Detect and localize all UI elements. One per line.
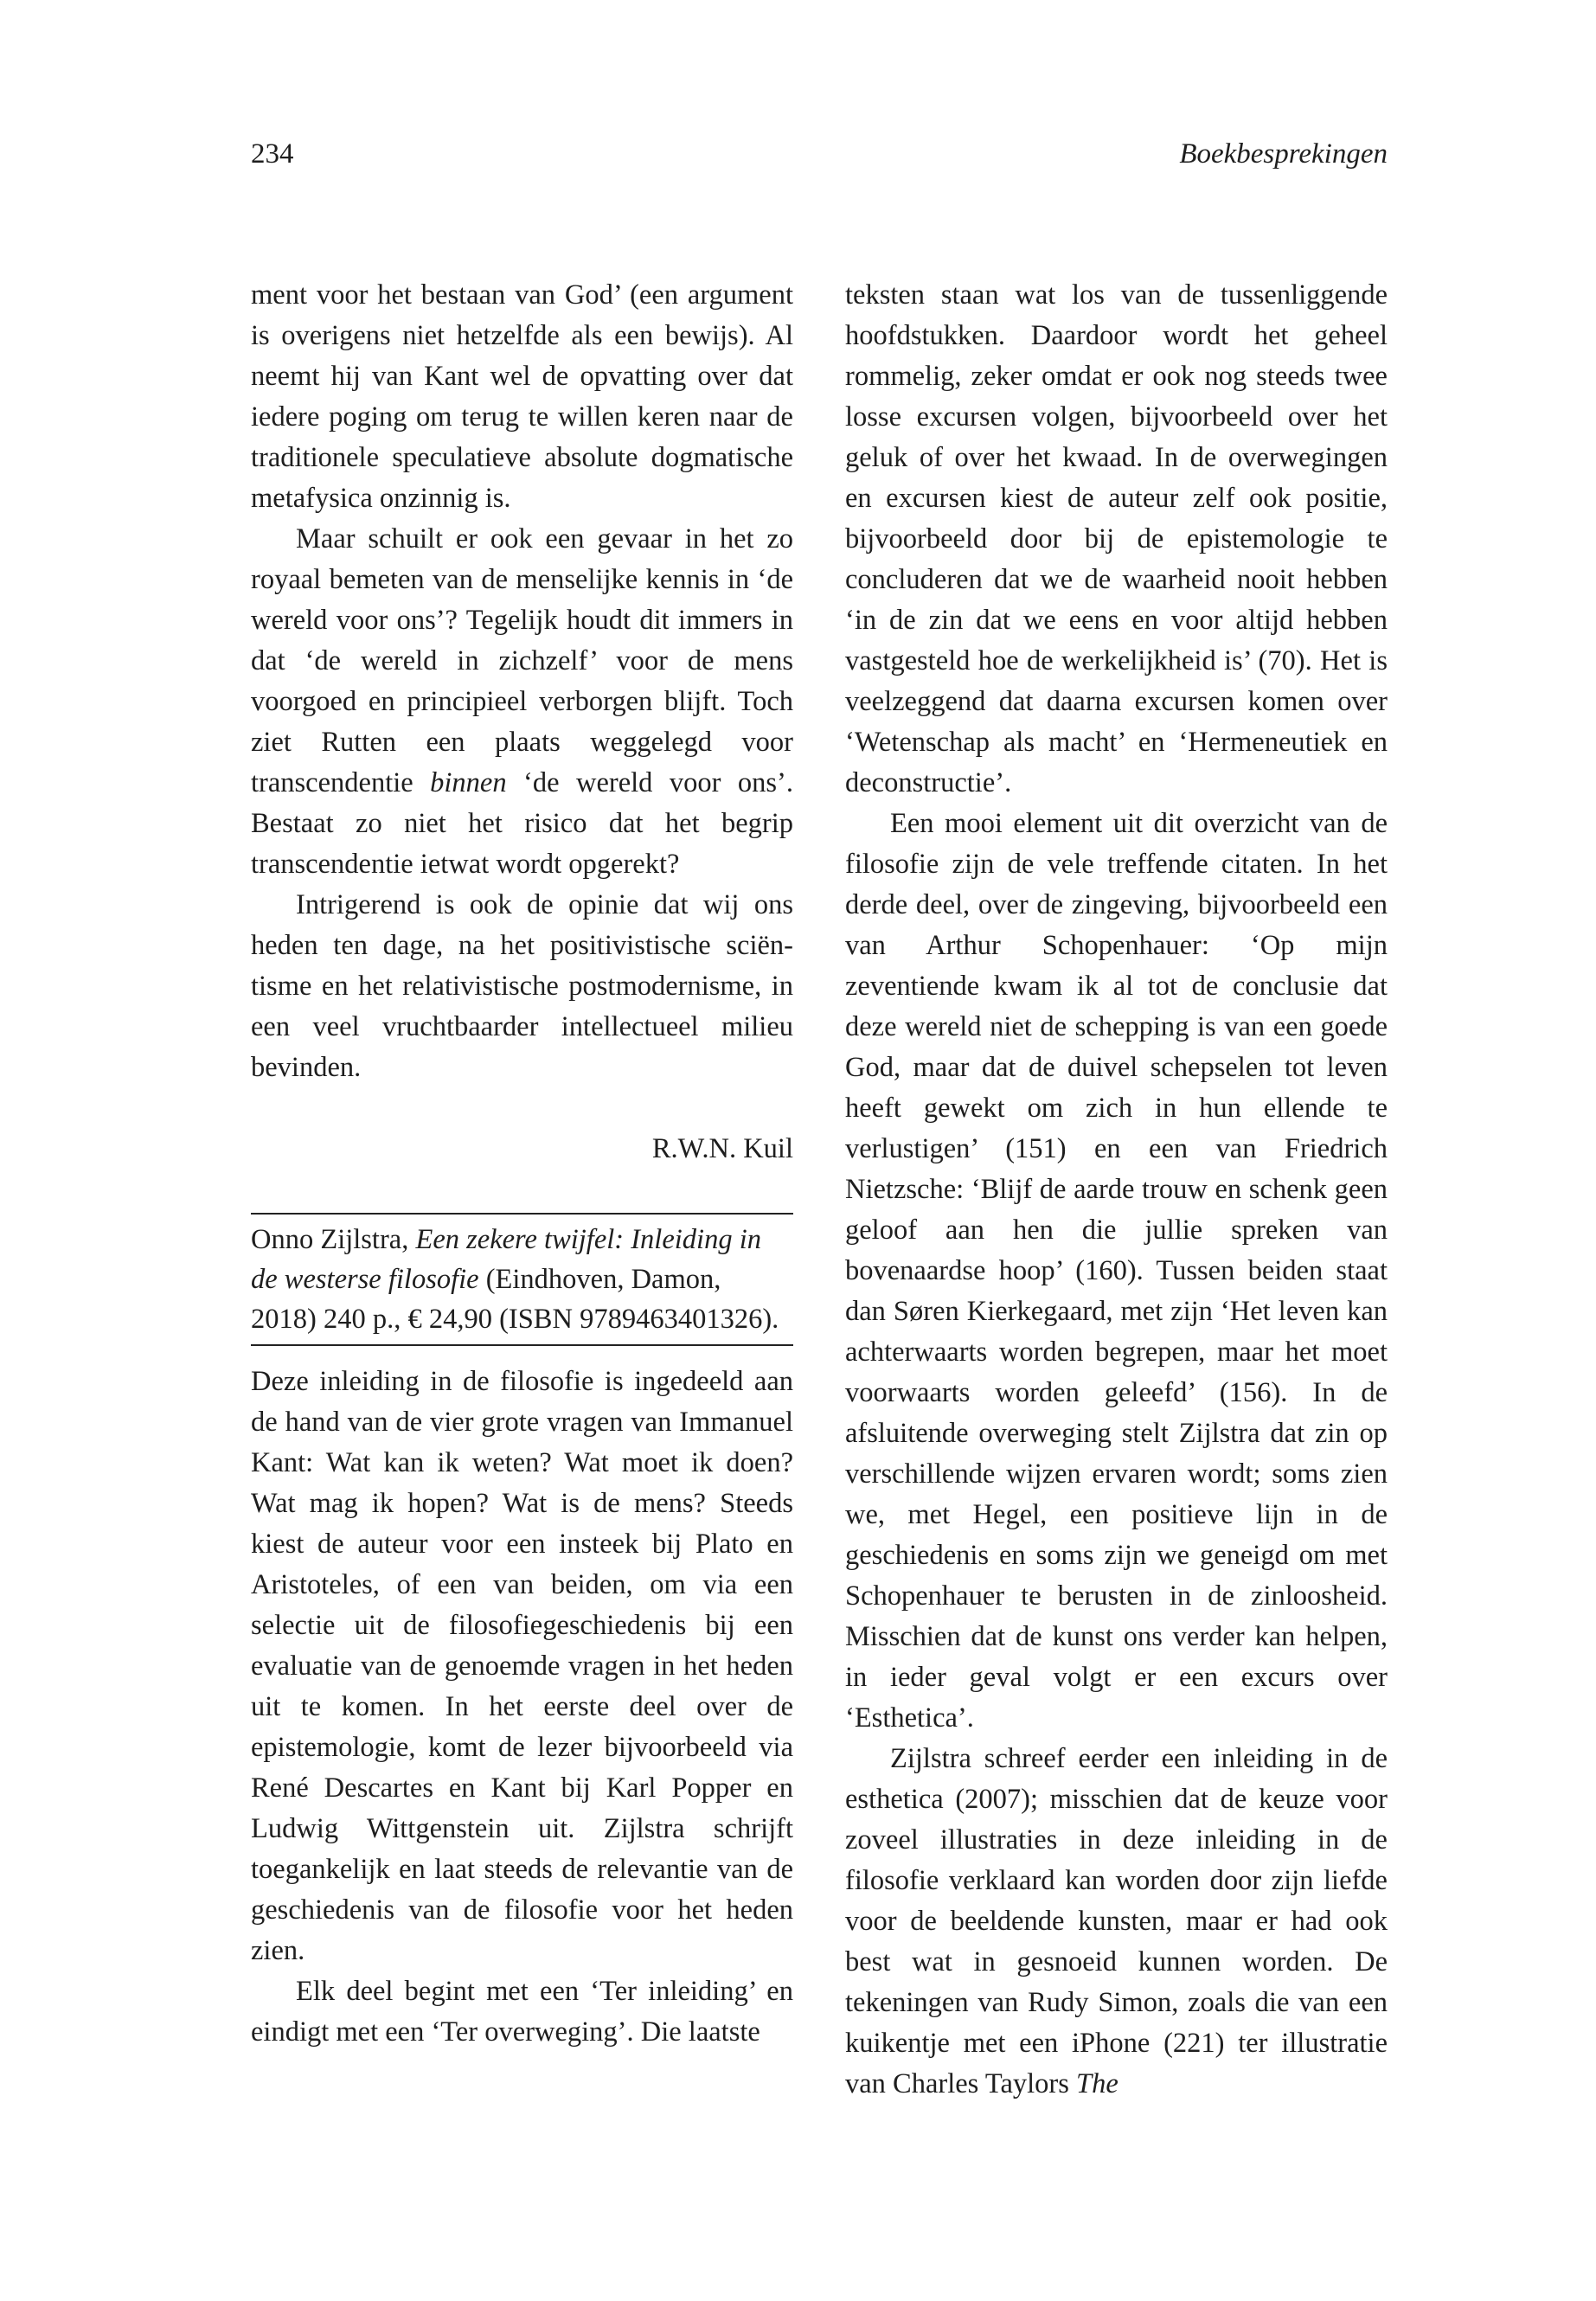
review-paragraph: Een mooi element uit dit overzicht van de filosofie zijn de vele treffende citaten. In het derde deel, over de zingeving, bijvoorbeeld een van Arthur Schopenhauer: ‘Op mijn zeventiende kwam ik al tot de conclusie dat deze wereld niet de schepping is van een goede God, maar dat de duivel schepselen tot leven heeft gewekt om zich in hun ellende te verlustigen’ (151) en een van Friedrich Nietzsche: ‘Blijf de aarde trouw en schenk geen geloof aan hen die jullie spreken van bovenaardse hoop’ (160). Tussen beiden staat dan Søren Kierkegaard, met zijn ‘Het leven kan achterwaarts worden begrepen, maar het moet voorwaarts worden geleefd’ (156). In de afsluitende overweging stelt Zijlstra dat zin op verschillende wijzen ervaren wordt; soms zien we, met Hegel, een positieve lijn in de geschiedenis en soms zijn we geneigd om met Schopenhauer te berusten in de zinloosheid. Misschien dat de kunst ons verder kan helpen, in ieder geval volgt er een excurs over ‘Esthetica’. (845, 808, 1388, 1734)
section-title: Boekbesprekingen (1179, 138, 1388, 170)
left-column (251, 275, 793, 2053)
text-span: Maar schuilt er ook een gevaar in het zo royaal bemeten van de menselijke kennis in ‘de wereld voor ons’? Tegelijk houdt dit immers in dat ‘de wereld in zichzelf’ voor de mens voorgoed en principieel verborgen blijft. Toch ziet Rutten een plaats weggelegd voor transcendentie (251, 523, 793, 798)
page-number: 234 (251, 138, 294, 170)
citation-rule-top (251, 1213, 793, 1215)
review-paragraph: Intrigerend is ook de opinie dat wij ons heden ten dage, na het positivistische sciëntisme en het relativistische postmodernisme, in een veel vruchtbaarder intellectueel milieu bevinden. (251, 889, 793, 1083)
book-details: (Eindhoven, Damon, 2018) 240 p., € 24,90 (ISBN 9789463401326). (251, 1264, 779, 1335)
book-title: Een zekere twijfel: Inleiding in de westerse filosofie (251, 1224, 761, 1295)
text-span: Zijlstra schreef eerder een inleiding in de esthetica (2007); misschien dat de keuze voor zoveel illustraties in deze inleiding in de filosofie verklaard kan worden door zijn liefde voor de beeldende kunsten, maar er had ook best wat in gesnoeid kunnen worden. De tekeningen van Rudy Simon, zoals die van een kuikentje met een iPhone (221) ter illustratie van Charles Taylors (845, 1743, 1388, 2099)
text-span: ‘de wereld voor ons’. Bestaat zo niet het risico dat het begrip transcendentie ietwat wordt opgerekt? (251, 767, 793, 880)
review-paragraph (845, 1739, 1388, 2105)
book-citation (251, 1220, 793, 1339)
review-paragraph: ment voor het bestaan van God’ (een argument is overigens niet hetzelfde als een bewijs). Al neemt hij van Kant wel de opvatting over dat iedere poging om terug te willen keren naar de traditionele speculatieve absolute dogmatische metafysica onzinnig is. (251, 279, 793, 514)
running-head (0, 138, 1596, 182)
citation-rule-bottom (251, 1344, 793, 1346)
emphasis-text: binnen (430, 767, 507, 798)
reviewer-signature: R.W.N. Kuil (651, 1133, 793, 1164)
review-paragraph (251, 519, 793, 885)
right-column (845, 275, 1388, 2105)
emphasis-text: The (1076, 2068, 1118, 2099)
book-author: Onno Zijlstra, (251, 1224, 416, 1255)
review-paragraph: Deze inleiding in de filosofie is ingedeeld aan de hand van de vier grote vragen van Immanuel Kant: Wat kan ik weten? Wat moet ik doen? Wat mag ik hopen? Wat is de mens? Steeds kiest de auteur voor een insteek bij Plato en Aristoteles, of een van beiden, om via een selectie uit de filosofiegeschiedenis bij een evaluatie van de genoemde vragen in het heden uit te komen. In het eerste deel over de epistemologie, komt de lezer bijvoorbeeld via René Descartes en Kant bij Karl Popper en Ludwig Wittgenstein uit. Zijlstra schrijft toegankelijk en laat steeds de relevantie van de geschiedenis van de filosofie voor het heden zien. (251, 1366, 793, 1966)
review-paragraph: teksten staan wat los van de tussenliggende hoofdstukken. Daardoor wordt het geheel rommelig, zeker omdat er ook nog steeds twee losse excursen volgen, bijvoorbeeld over het geluk of over het kwaad. In de overwegingen en excursen kiest de auteur zelf ook positie, bijvoorbeeld door bij de epistemologie te concluderen dat we de waarheid nooit hebben ‘in de zin dat we eens en voor altijd hebben vastgesteld hoe de werkelijkheid is’ (70). Het is veelzeggend dat daarna excursen komen over ‘Wetenschap als macht’ en ‘Hermeneutiek en deconstructie’. (845, 279, 1388, 798)
review-paragraph: Elk deel begint met een ‘Ter inleiding’ en eindigt met een ‘Ter overweging’. Die laatste (251, 1976, 793, 2048)
